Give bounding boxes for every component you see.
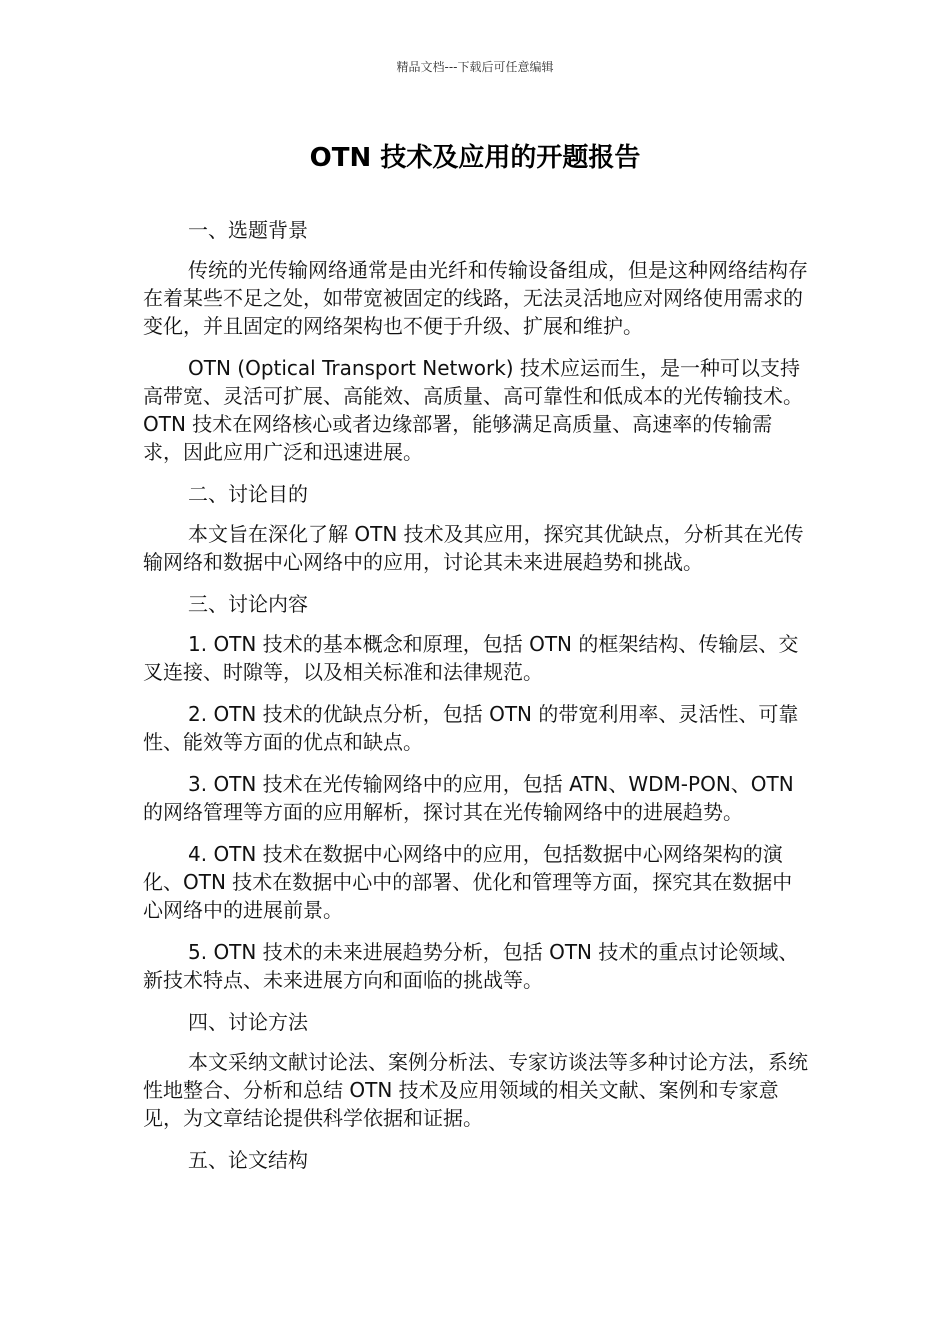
document-body (143, 216, 811, 1186)
content-item-1: 1. OTN 技术的基本概念和原理，包括 OTN 的框架结构、传输层、交叉连接、时隙等，以及相关标准和法律规范。 (143, 632, 799, 684)
section-heading-purpose: 二、讨论目的 (188, 482, 308, 506)
page-header: 精品文档---下载后可任意编辑 (396, 60, 554, 74)
purpose-paragraph: 本文旨在深化了解 OTN 技术及其应用，探究其优缺点，分析其在光传输网络和数据中心网络中的应用，讨论其未来进展趋势和挑战。 (143, 522, 804, 574)
background-paragraph-2: OTN (Optical Transport Network) 技术应运而生，是一种可以支持高带宽、灵活可扩展、高能效、高质量、高可靠性和低成本的光传输技术。 OTN 技术在网络核心或者边缘部署，能够满足高质量、高速率的传输需求，因此应用广泛和迅速进展。 (143, 356, 803, 464)
section-heading-method: 四、讨论方法 (188, 1010, 308, 1034)
background-paragraph-1: 传统的光传输网络通常是由光纤和传输设备组成，但是这种网络结构存在着某些不足之处，如带宽被固定的线路，无法灵活地应对网络使用需求的变化，并且固定的网络架构也不便于升级、扩展和维护。 (143, 258, 808, 338)
content-item-2: 2. OTN 技术的优缺点分析，包括 OTN 的带宽利用率、灵活性、可靠性、能效等方面的优点和缺点。 (143, 702, 799, 754)
method-paragraph: 本文采纳文献讨论法、案例分析法、专家访谈法等多种讨论方法，系统性地整合、分析和总结 OTN 技术及应用领域的相关文献、案例和专家意见，为文章结论提供科学依据和证据。 (143, 1050, 808, 1130)
content-item-3: 3. OTN 技术在光传输网络中的应用，包括 ATN、WDM-PON、OTN 的网络管理等方面的应用解析，探讨其在光传输网络中的进展趋势。 (143, 772, 794, 824)
section-heading-content: 三、讨论内容 (188, 592, 308, 616)
section-heading-background: 一、选题背景 (188, 218, 308, 242)
section-heading-structure: 五、论文结构 (188, 1148, 308, 1172)
document-title: OTN 技术及应用的开题报告 (309, 143, 641, 173)
content-item-5: 5. OTN 技术的未来进展趋势分析，包括 OTN 技术的重点讨论领域、新技术特点、未来进展方向和面临的挑战等。 (143, 940, 799, 992)
content-item-4: 4. OTN 技术在数据中心网络中的应用，包括数据中心网络架构的演化、OTN 技术在数据中心中的部署、优化和管理等方面，探究其在数据中心网络中的进展前景。 (143, 842, 793, 922)
